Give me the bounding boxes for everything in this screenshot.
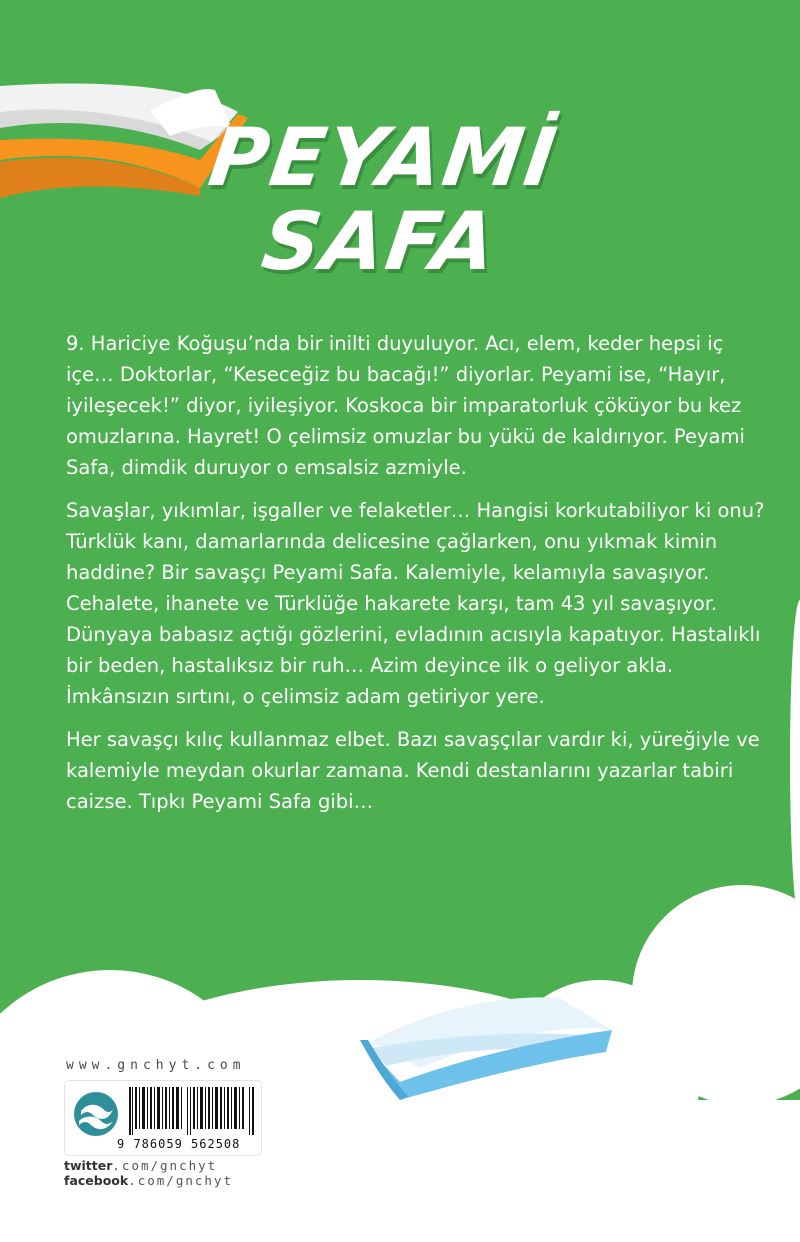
blurb-paragraph-2: Savaşlar, yıkımlar, işgaller ve felaketler… Hangisi korkutabiliyor ki onu? Türklük kanı, damarlarında delicesine çağlarken, onu yıkmak kimin haddine? Bir savaşçı Peyami Safa. Kalemiyle, kelamıyla savaşıyor. Cehalete, ihanete ve Türklüğe hakarete karşı, tam 43 yıl savaşıyor.: [66, 499, 765, 615]
blurb-paragraph-3: Dünyaya babasız açtığı gözlerini, evladının acısıyla kapatıyor. Hastalıklı bir beden, hastalıksız bir ruh… Azim deyince ilk o geliyor akla. İmkânsızın sırtını, o çelimsiz adam getiriyor yere.: [66, 623, 761, 708]
facebook-handle: .com/gnchyt: [128, 1173, 233, 1188]
facebook-link[interactable]: [64, 1173, 233, 1188]
barcode-icon: [129, 1087, 255, 1135]
barcode-panel: [64, 1080, 262, 1156]
cover-title-line2: SAFA: [256, 195, 504, 288]
blurb-text: [66, 328, 766, 829]
isbn-number: 9 786059 562508: [117, 1137, 241, 1151]
publisher-website: www.gnchyt.com: [66, 1058, 246, 1073]
cover-title-line1: PEYAMİ: [203, 111, 564, 204]
publisher-logo-icon: [73, 1091, 119, 1137]
twitter-link[interactable]: [64, 1158, 217, 1173]
twitter-brand: twitter: [64, 1158, 113, 1173]
facebook-brand: facebook: [64, 1173, 129, 1188]
blurb-paragraph-1: 9. Hariciye Koğuşu’nda bir inilti duyuluyor. Acı, elem, keder hepsi iç içe… Doktorlar, “Keseceğiz bu bacağı!” diyorlar. Peyami ise, “Hayır, iyileşecek!” diyor, iyileşiyor. Koskoca bir imparatorluk çöküyor bu kez omuzlarına. Hayret! O çelimsiz omuzlar bu yükü de kaldırıyor. Peyami Safa, dimdik duruyor o emsalsiz azmiyle.: [66, 332, 745, 479]
blurb-paragraph-4: Her savaşçı kılıç kullanmaz elbet. Bazı savaşçılar vardır ki, yüreğiyle ve kalemiyle meydan okurlar zamana. Kendi destanlarını yazarlar tabiri caizse. Tıpkı Peyami Safa gibi…: [66, 728, 760, 813]
twitter-handle: .com/gnchyt: [112, 1158, 218, 1173]
